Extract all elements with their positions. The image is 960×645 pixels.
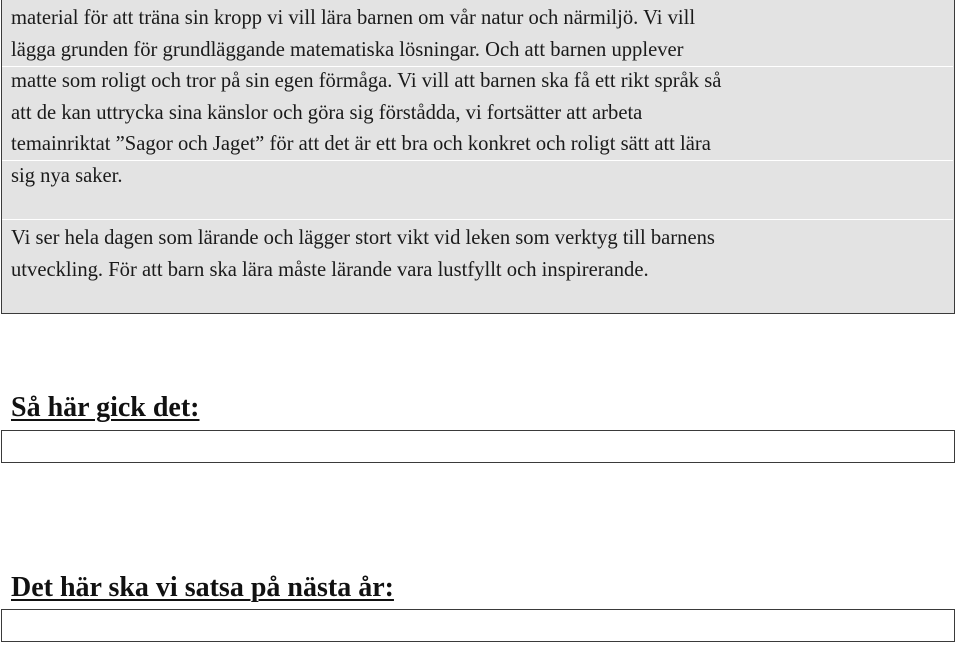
text-box-divider-3 — [2, 219, 953, 220]
outcome-text-field[interactable] — [1, 430, 955, 463]
paragraph-line: utveckling. För att barn ska lära måste lärande vara lustfyllt och inspirerande. — [11, 258, 649, 281]
goals-paragraph-2 — [11, 223, 951, 286]
paragraph-line: matte som roligt och tror på sin egen förmåga. Vi vill att barnen ska få ett rikt språk så — [11, 70, 722, 92]
paragraph-line: Vi ser hela dagen som lärande och lägger stort vikt vid leken som verktyg till barnens — [11, 227, 715, 249]
paragraph-line: att de kan uttrycka sina känslor och göra sig förstådda, vi fortsätter att arbeta — [11, 101, 643, 124]
paragraph-line: sig nya saker. — [11, 164, 123, 187]
next-year-text-field[interactable] — [1, 609, 955, 642]
goals-paragraph-1 — [11, 3, 951, 192]
outcome-heading: Så här gick det: — [11, 392, 200, 423]
paragraph-line: temainriktat ”Sagor och Jaget” för att det är ett bra och konkret och roligt sätt att lära — [11, 133, 711, 155]
paragraph-line: lägga grunden för grundläggande matematiska lösningar. Och att barnen upplever — [11, 38, 684, 61]
paragraph-line: material för att träna sin kropp vi vill lära barnen om vår natur och närmiljö. Vi vill — [11, 7, 696, 29]
next-year-heading: Det här ska vi satsa på nästa år: — [11, 572, 394, 603]
